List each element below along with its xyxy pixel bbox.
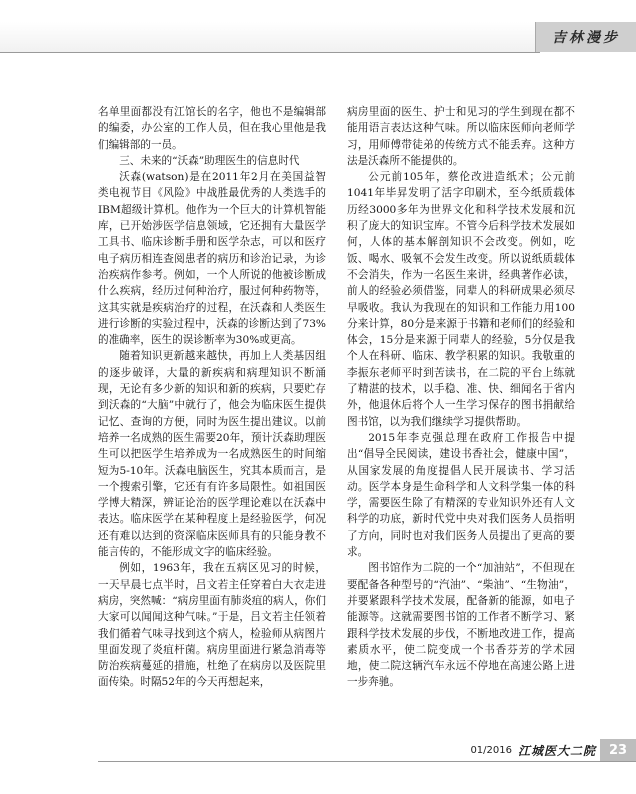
paragraph: 三、未来的“沃森”助理医生的信息时代 <box>119 154 300 167</box>
issue-number: 01/2016 <box>470 744 512 756</box>
page-number: 23 <box>600 739 636 761</box>
footer-rule <box>98 761 636 762</box>
paragraph: 随着知识更新越来越快，再加上人类基因组的逐步破译，大量的新疾病和病理知识不断涌现，无论有多少新的知识和新的疾病，只要贮存到沃森的“大脑”中就行了，他会为临床医生提供记忆、查询的方便，同时为医生提出建议。以前培养一名成熟的医生需要20年，预计沃森助理医生可以把医学生培养成为一名成熟医生的时间缩短为5-10年。沃森电脑医生，究其本质而言，是一个搜索引擎，它还有有许多局限性。如祖国医学博大精深，辨证论治的医学理论难以在沃森中表达。临床医学在某种程度上是经验医学，何况还有难以达到的资深临床医师具有的只能身教不能言传的，不能形成文字的临床经验。 <box>98 350 326 559</box>
paragraph: 公元前105年，蔡伦改进造纸术；公元前1041年毕昇发明了活字印刷术，至今纸质载体历经3000多年为世界文化和科学技术发展和沉积了庞大的知识宝库。不管今后科学技术发展如何，人体的基本解剖知识不会改变。例如，吃饭、喝水、吸氧不会发生改变。所以说纸质载体不会消失，作为一名医生来讲，经典著作必读，前人的经验必须借鉴，同辈人的科研成果必须尽早吸收。我认为我现在的知识和工作能力用100分来计算，80分是来源于书籍和老师们的经验和体会，15分是来源于同辈人的经验，5分仅是我个人在科研、临床、教学积累的知识。我敬重的李振东老师平时到苦读书，在二院的平台上练就了精湛的技术，以手稳、准、快、细闻名于省内外，他退休后将个人一生学习保存的图书捐献给图书馆，以为我们继续学习提供帮助。 <box>347 171 575 428</box>
page-footer <box>470 739 636 761</box>
paragraph: 名单里面都没有江馆长的名字，他也不是编辑部的编委，办公室的工作人员，但在我心里他是我们编辑部的一员。 <box>98 106 326 151</box>
right-column <box>347 104 575 691</box>
journal-name: 江城医大二院 <box>517 743 596 758</box>
paragraph: 例如，1963年，我在五病区见习的时候，一天早晨七点半时，吕文若主任穿着白大衣走进病房，突然喊：“病房里面有肺炎疽的病人，你们大家可以闻闻这种气味。”于是，吕文若主任领着我们循着气味寻找到这个病人，检验师从病图片里面发现了炎疽杆菌。病房里面进行紧急消毒等防治疾病蔓延的措施，杜绝了在病房以及医院里面传染。时隔52年的今天再想起来， <box>98 562 326 689</box>
paragraph: 2015年李克强总理在政府工作报告中提出“倡导全民阅读，建设书香社会，健康中国”，从国家发展的角度提倡人民开展读书、学习活动。医学本身是生命科学和人文科学集一体的科学，需要医生除了有精深的专业知识外还有人文科学的功底，新时代党中央对我们医务人员指明了方向，同时也对我们医务人员提出了更高的要求。 <box>347 431 575 559</box>
left-column <box>98 104 326 691</box>
section-label: 吉林漫步 <box>535 22 636 52</box>
paragraph: 图书馆作为二院的一个“加油站”，不但现在要配备各种型号的“汽油”、“柴油”、“生物油”，并要紧跟科学技术发展，配备新的能源，如电子能源等。这就需要图书馆的工作者不断学习、紧跟科学技术发展的步伐，不断地改进工作，提高素质水平，使二院变成一个书香芬芳的学术园地，使二院这辆汽车永远不停地在高速公路上进一步奔驰。 <box>347 562 575 689</box>
header-rule <box>0 52 540 53</box>
paragraph: 病房里面的医生、护士和见习的学生到现在都不能用语言表达这种气味。所以临床医师向老师学习，用师傅带徒弟的传统方式不能丢弃。这种方法是沃森所不能提供的。 <box>347 106 575 167</box>
paragraph: 沃森(watson)是在2011年2月在美国益智类电视节目《风险》中战胜最优秀的人类选手的IBM超级计算机。他作为一个巨大的计算机智能库，已开始涉医学信息领域，它还拥有大量医学工具书、临床诊断手册和医学杂志，可以和医疗电子病历相连查阅患者的病历和诊治记录，为诊治疾病作参考。例如，一个人所说的他被诊断成什么疾病，经历过何种治疗，服过何种药物等，这其实就是疾病治疗的过程，在沃森和人类医生进行诊断的实验过程中，沃森的诊断达到了73%的准确率，医生的误诊断率为30%或更高。 <box>98 171 326 347</box>
